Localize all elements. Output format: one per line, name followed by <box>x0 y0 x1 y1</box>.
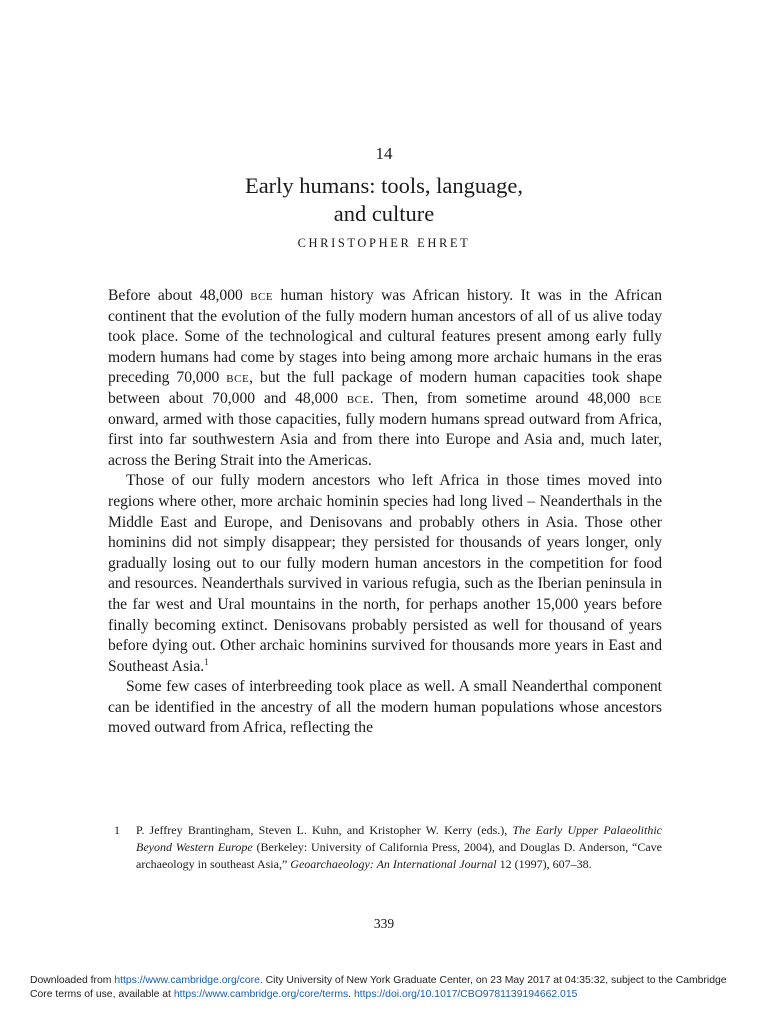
page-number: 339 <box>373 916 395 931</box>
body-text <box>108 286 662 739</box>
cambridge-core-link[interactable]: https://www.cambridge.org/core <box>114 975 260 986</box>
footnotes <box>108 822 662 873</box>
chapter-number: 14 <box>375 144 393 163</box>
chapter-author: CHRISTOPHER EHRET <box>297 236 471 250</box>
bce-abbrev: bce <box>250 287 274 304</box>
bce-abbrev: bce <box>346 389 370 407</box>
bce-abbrev: bce <box>639 389 662 407</box>
footnote-text: P. Jeffrey Brantingham, Steven L. Kuhn, and Kristopher W. Kerry (eds.), The Early Upper Palaeolithic Beyond Western Europe (Berkeley: University of California Press, 2004), and Douglas D. Anderson, “Cave archaeology in southeast Asia,” Geoarchaeology: An International Journal 12 (1997), 607–38. <box>136 823 662 871</box>
chapter-title <box>0 172 768 228</box>
footnote-number: 1 <box>114 823 120 837</box>
footnote-book-title: The Early Upper Palaeolithic Beyond Western Europe <box>136 823 662 854</box>
chapter-title-line-1: Early humans: tools, language, <box>244 173 524 198</box>
footnote-reference[interactable]: 1 <box>204 656 209 667</box>
paragraph-3: Some few cases of interbreeding took place as well. A small Neanderthal component can be identified in the ancestry of all the modern human populations whose ancestors moved outward from Africa, reflecting the <box>108 678 662 737</box>
paragraph-2: Those of our fully modern ancestors who left Africa in those times moved into regions where other, more archaic hominin species had long lived – Neanderthals in the Middle East and Europe, and Denisovans and probably others in Asia. Those other hominins did not simply disappear; they persisted for thousands of years longer, only gradually losing out to our fully modern human ancestors in the competition for food and resources. Neanderthals survived in various refugia, such as the Iberian peninsula in the far west and Ural mountains in the north, for perhaps another 15,000 years before finally becoming extinct. Denisovans probably persisted as well for thousand of years before dying out. Other archaic hominins survived for thousands more years in East and Southeast Asia.$^1$ <box>108 472 662 675</box>
bce-abbrev: bce <box>226 369 250 387</box>
download-notice: Downloaded from https://www.cambridge.org/core. City University of New York Graduate Center, on 23 May 2017 at 04:35:32, subject to the Cambridge Core terms of use, available at https://www.cambridge.org/core/terms. https://doi.org/10.1017/CBO9781139194662.015 <box>30 975 727 1000</box>
terms-link[interactable]: https://www.cambridge.org/core/terms <box>173 989 349 1000</box>
paragraph-1: Before about 48,000 bce human history was African history. It was in the African continent that the evolution of the fully modern human ancestors of all of us alive today took place. Some of the technological and cultural features present among early fully modern humans had come by stages into being among more archaic humans in the eras preceding 70,000 bce, but the full package of modern human capacities took shape between about 70,000 and 48,000 bce. Then, from sometime around 48,000 bce onward, armed with those capacities, fully modern humans spread outward from Africa, first into far southwestern Asia and from there into Europe and Asia and, much later, across the Bering Strait into the Americas. <box>108 287 663 469</box>
doi-link[interactable]: https://doi.org/10.1017/CBO9781139194662.015 <box>354 989 578 1000</box>
footnote-journal-title: Geoarchaeology: An International Journal <box>290 857 497 871</box>
chapter-title-line-2: and culture <box>333 201 435 226</box>
footnote-item <box>108 822 662 873</box>
